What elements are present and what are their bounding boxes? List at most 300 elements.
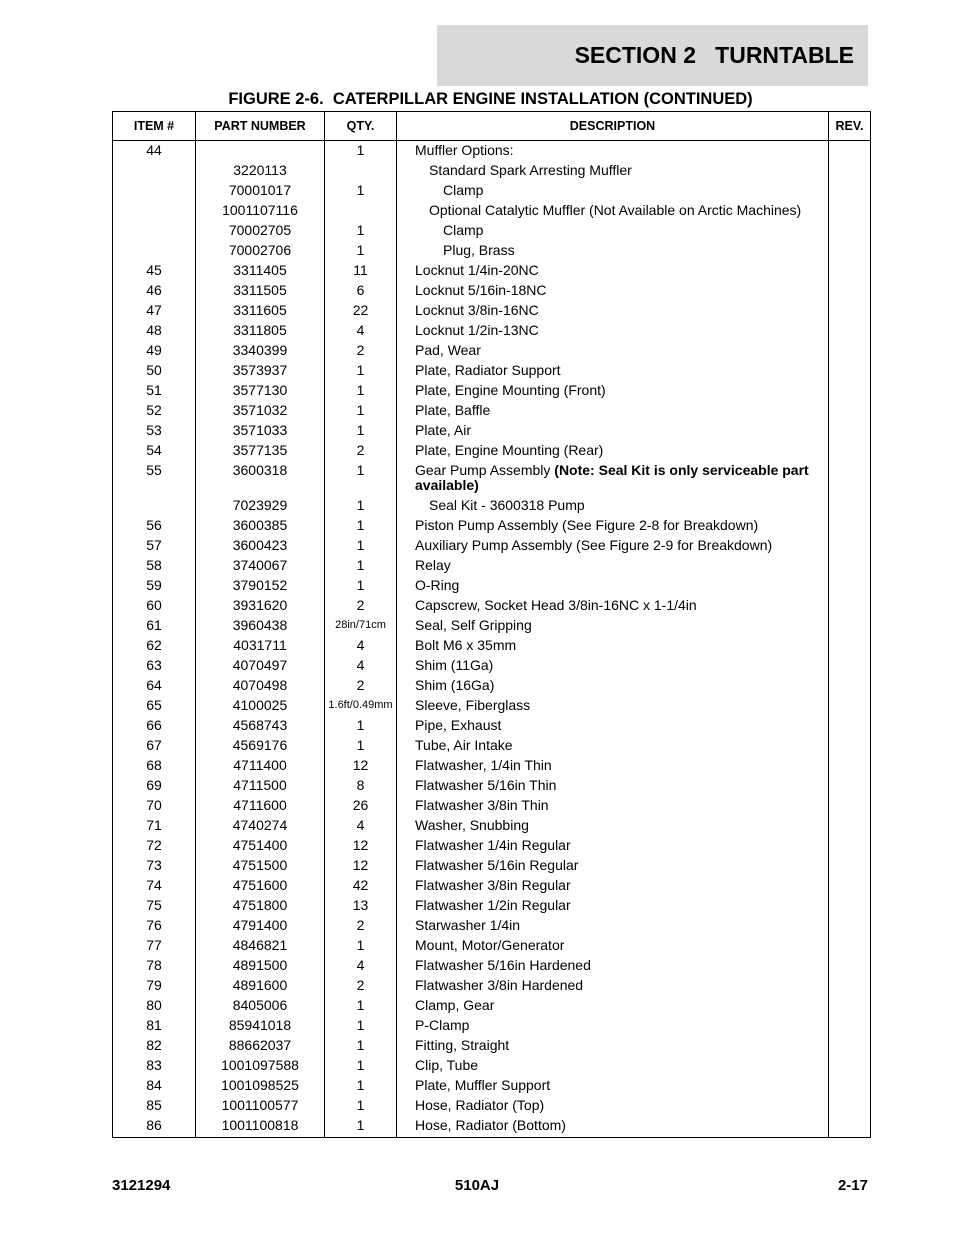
rev-cell bbox=[829, 340, 871, 360]
table-row bbox=[113, 975, 871, 995]
item-number-cell: 60 bbox=[113, 595, 196, 615]
qty-cell: 2 bbox=[325, 595, 397, 615]
qty-cell: 2 bbox=[325, 975, 397, 995]
item-number-cell: 65 bbox=[113, 695, 196, 715]
description-text: Gear Pump Assembly bbox=[415, 462, 555, 478]
qty-cell: 1 bbox=[325, 420, 397, 440]
description-cell bbox=[397, 915, 829, 935]
rev-cell bbox=[829, 180, 871, 200]
part-number-cell: 3931620 bbox=[196, 595, 325, 615]
part-number-cell: 1001097588 bbox=[196, 1055, 325, 1075]
table-row bbox=[113, 895, 871, 915]
part-number-cell: 3311605 bbox=[196, 300, 325, 320]
rev-cell bbox=[829, 635, 871, 655]
figure-title: FIGURE 2-6. CATERPILLAR ENGINE INSTALLATION (CONTINUED) bbox=[228, 90, 753, 108]
item-number-cell: 51 bbox=[113, 380, 196, 400]
item-number-cell: 62 bbox=[113, 635, 196, 655]
table-row bbox=[113, 200, 871, 220]
description-cell bbox=[397, 795, 829, 815]
rev-cell bbox=[829, 1115, 871, 1138]
table-row bbox=[113, 380, 871, 400]
description-cell bbox=[397, 675, 829, 695]
description-cell bbox=[397, 1095, 829, 1115]
description-cell bbox=[397, 595, 829, 615]
item-number-cell bbox=[113, 220, 196, 240]
part-number-cell: 1001100577 bbox=[196, 1095, 325, 1115]
table-row bbox=[113, 280, 871, 300]
table-row bbox=[113, 340, 871, 360]
qty-cell: 1 bbox=[325, 400, 397, 420]
item-number-cell: 74 bbox=[113, 875, 196, 895]
footer-model: 510AJ bbox=[454, 1177, 500, 1194]
item-number-cell bbox=[113, 200, 196, 220]
part-number-cell: 4751400 bbox=[196, 835, 325, 855]
item-number-cell: 67 bbox=[113, 735, 196, 755]
description-cell bbox=[397, 955, 829, 975]
table-row bbox=[113, 1075, 871, 1095]
description-cell bbox=[397, 935, 829, 955]
rev-cell bbox=[829, 460, 871, 495]
part-number-cell: 1001107116 bbox=[196, 200, 325, 220]
item-number-cell: 47 bbox=[113, 300, 196, 320]
qty-cell: 2 bbox=[325, 340, 397, 360]
part-number-cell: 4891500 bbox=[196, 955, 325, 975]
qty-cell: 26 bbox=[325, 795, 397, 815]
table-row bbox=[113, 615, 871, 635]
rev-cell bbox=[829, 1015, 871, 1035]
part-number-cell: 3571032 bbox=[196, 400, 325, 420]
table-row bbox=[113, 440, 871, 460]
description-text: Hose, Radiator (Bottom) bbox=[415, 1117, 566, 1133]
description-cell bbox=[397, 160, 829, 180]
table-row bbox=[113, 300, 871, 320]
table-row bbox=[113, 1015, 871, 1035]
qty-cell: 1 bbox=[325, 1055, 397, 1075]
description-cell bbox=[397, 555, 829, 575]
part-number-cell: 4711600 bbox=[196, 795, 325, 815]
rev-cell bbox=[829, 695, 871, 715]
part-number-cell: 4568743 bbox=[196, 715, 325, 735]
table-row bbox=[113, 1035, 871, 1055]
description-cell bbox=[397, 735, 829, 755]
rev-cell bbox=[829, 440, 871, 460]
rev-cell bbox=[829, 320, 871, 340]
description-text: Washer, Snubbing bbox=[415, 817, 529, 833]
description-cell bbox=[397, 835, 829, 855]
qty-cell: 1 bbox=[325, 575, 397, 595]
part-number-cell: 3960438 bbox=[196, 615, 325, 635]
item-number-cell: 48 bbox=[113, 320, 196, 340]
table-row bbox=[113, 495, 871, 515]
description-text: Hose, Radiator (Top) bbox=[415, 1097, 545, 1113]
description-cell bbox=[397, 535, 829, 555]
part-number-cell: 3577130 bbox=[196, 380, 325, 400]
item-number-cell: 79 bbox=[113, 975, 196, 995]
part-number-cell: 3740067 bbox=[196, 555, 325, 575]
description-cell bbox=[397, 575, 829, 595]
part-number-cell: 4070497 bbox=[196, 655, 325, 675]
part-number-cell: 3220113 bbox=[196, 160, 325, 180]
item-number-cell: 70 bbox=[113, 795, 196, 815]
rev-cell bbox=[829, 1075, 871, 1095]
item-number-cell: 80 bbox=[113, 995, 196, 1015]
description-cell bbox=[397, 240, 829, 260]
rev-cell bbox=[829, 715, 871, 735]
header-item: ITEM # bbox=[113, 112, 196, 141]
table-row bbox=[113, 595, 871, 615]
description-cell bbox=[397, 815, 829, 835]
item-number-cell: 54 bbox=[113, 440, 196, 460]
description-cell bbox=[397, 1115, 829, 1138]
part-number-cell: 3311805 bbox=[196, 320, 325, 340]
description-text: Plate, Air bbox=[415, 422, 472, 438]
qty-cell: 8 bbox=[325, 775, 397, 795]
header-part-number: PART NUMBER bbox=[196, 112, 325, 141]
item-number-cell bbox=[113, 240, 196, 260]
description-text: P-Clamp bbox=[415, 1017, 470, 1033]
table-row bbox=[113, 575, 871, 595]
rev-cell bbox=[829, 495, 871, 515]
item-number-cell: 66 bbox=[113, 715, 196, 735]
qty-cell: 1 bbox=[325, 735, 397, 755]
item-number-cell: 73 bbox=[113, 855, 196, 875]
part-number-cell: 70001017 bbox=[196, 180, 325, 200]
part-number-cell: 4846821 bbox=[196, 935, 325, 955]
part-number-cell: 4891600 bbox=[196, 975, 325, 995]
rev-cell bbox=[829, 875, 871, 895]
description-cell bbox=[397, 775, 829, 795]
qty-cell: 1 bbox=[325, 240, 397, 260]
item-number-cell: 84 bbox=[113, 1075, 196, 1095]
rev-cell bbox=[829, 1095, 871, 1115]
qty-cell: 4 bbox=[325, 955, 397, 975]
description-text: Plate, Radiator Support bbox=[415, 362, 561, 378]
qty-cell: 11 bbox=[325, 260, 397, 280]
table-row bbox=[113, 260, 871, 280]
rev-cell bbox=[829, 575, 871, 595]
table-row bbox=[113, 695, 871, 715]
table-row bbox=[113, 955, 871, 975]
description-text: Seal, Self Gripping bbox=[415, 617, 532, 633]
description-cell bbox=[397, 635, 829, 655]
item-number-cell bbox=[113, 495, 196, 515]
part-number-cell: 7023929 bbox=[196, 495, 325, 515]
table-row bbox=[113, 875, 871, 895]
part-number-cell: 3340399 bbox=[196, 340, 325, 360]
qty-cell: 4 bbox=[325, 815, 397, 835]
description-text: Clamp bbox=[443, 222, 484, 238]
qty-cell bbox=[325, 160, 397, 180]
rev-cell bbox=[829, 915, 871, 935]
item-number-cell: 57 bbox=[113, 535, 196, 555]
part-number-cell: 3311505 bbox=[196, 280, 325, 300]
qty-cell: 12 bbox=[325, 835, 397, 855]
item-number-cell bbox=[113, 180, 196, 200]
parts-table-body bbox=[113, 141, 871, 1138]
qty-cell: 1 bbox=[325, 220, 397, 240]
rev-cell bbox=[829, 515, 871, 535]
description-text: Flatwasher 3/8in Hardened bbox=[415, 977, 584, 993]
footer-page-number: 2-17 bbox=[837, 1177, 868, 1194]
part-number-cell: 4751800 bbox=[196, 895, 325, 915]
rev-cell bbox=[829, 815, 871, 835]
description-text: Flatwasher 5/16in Hardened bbox=[415, 957, 591, 973]
qty-cell: 1 bbox=[325, 515, 397, 535]
rev-cell bbox=[829, 220, 871, 240]
rev-cell bbox=[829, 835, 871, 855]
item-number-cell bbox=[113, 160, 196, 180]
description-text: Shim (16Ga) bbox=[415, 677, 495, 693]
qty-cell: 1 bbox=[325, 1015, 397, 1035]
qty-cell bbox=[325, 200, 397, 220]
description-text: O-Ring bbox=[415, 577, 460, 593]
part-number-cell: 70002706 bbox=[196, 240, 325, 260]
qty-cell: 1 bbox=[325, 495, 397, 515]
item-number-cell: 55 bbox=[113, 460, 196, 495]
rev-cell bbox=[829, 380, 871, 400]
qty-cell: 1.6ft/0.49mm bbox=[325, 695, 397, 715]
item-number-cell: 86 bbox=[113, 1115, 196, 1138]
item-number-cell: 52 bbox=[113, 400, 196, 420]
footer-doc-number: 3121294 bbox=[112, 1177, 171, 1194]
part-number-cell: 1001098525 bbox=[196, 1075, 325, 1095]
description-text: Flatwasher, 1/4in Thin bbox=[415, 757, 552, 773]
rev-cell bbox=[829, 935, 871, 955]
description-cell bbox=[397, 755, 829, 775]
part-number-cell: 3790152 bbox=[196, 575, 325, 595]
qty-cell: 2 bbox=[325, 675, 397, 695]
description-text: Locknut 1/2in-13NC bbox=[415, 322, 539, 338]
description-cell bbox=[397, 1075, 829, 1095]
rev-cell bbox=[829, 1055, 871, 1075]
rev-cell bbox=[829, 200, 871, 220]
item-number-cell: 85 bbox=[113, 1095, 196, 1115]
part-number-cell: 4031711 bbox=[196, 635, 325, 655]
section-header bbox=[437, 25, 868, 86]
part-number-cell: 4751500 bbox=[196, 855, 325, 875]
description-cell bbox=[397, 855, 829, 875]
table-header-row bbox=[113, 112, 871, 141]
qty-cell: 6 bbox=[325, 280, 397, 300]
part-number-cell: 4070498 bbox=[196, 675, 325, 695]
part-number-cell: 4740274 bbox=[196, 815, 325, 835]
qty-cell: 2 bbox=[325, 915, 397, 935]
qty-cell: 1 bbox=[325, 1095, 397, 1115]
part-number-cell: 85941018 bbox=[196, 1015, 325, 1035]
description-cell bbox=[397, 975, 829, 995]
table-row bbox=[113, 995, 871, 1015]
description-text: Plate, Engine Mounting (Rear) bbox=[415, 442, 604, 458]
part-number-cell: 4751600 bbox=[196, 875, 325, 895]
part-number-cell: 70002705 bbox=[196, 220, 325, 240]
qty-cell: 42 bbox=[325, 875, 397, 895]
description-text: Standard Spark Arresting Muffler bbox=[429, 162, 632, 178]
description-cell bbox=[397, 280, 829, 300]
description-text: Clamp bbox=[443, 182, 484, 198]
description-text: Locknut 5/16in-18NC bbox=[415, 282, 547, 298]
qty-cell: 22 bbox=[325, 300, 397, 320]
table-row bbox=[113, 180, 871, 200]
rev-cell bbox=[829, 595, 871, 615]
rev-cell bbox=[829, 555, 871, 575]
table-row bbox=[113, 555, 871, 575]
description-text: Pad, Wear bbox=[415, 342, 481, 358]
description-text: Flatwasher 1/2in Regular bbox=[415, 897, 571, 913]
description-cell bbox=[397, 340, 829, 360]
qty-cell: 1 bbox=[325, 141, 397, 161]
description-cell bbox=[397, 1035, 829, 1055]
qty-cell: 13 bbox=[325, 895, 397, 915]
rev-cell bbox=[829, 360, 871, 380]
table-row bbox=[113, 360, 871, 380]
part-number-cell bbox=[196, 141, 325, 161]
qty-cell: 1 bbox=[325, 535, 397, 555]
description-text: Clip, Tube bbox=[415, 1057, 479, 1073]
description-text: Shim (11Ga) bbox=[415, 657, 494, 673]
item-number-cell: 61 bbox=[113, 615, 196, 635]
qty-cell: 2 bbox=[325, 440, 397, 460]
description-cell bbox=[397, 715, 829, 735]
part-number-cell: 3600318 bbox=[196, 460, 325, 495]
item-number-cell: 53 bbox=[113, 420, 196, 440]
description-cell bbox=[397, 360, 829, 380]
part-number-cell: 88662037 bbox=[196, 1035, 325, 1055]
table-row bbox=[113, 715, 871, 735]
table-row bbox=[113, 535, 871, 555]
item-number-cell: 76 bbox=[113, 915, 196, 935]
item-number-cell: 78 bbox=[113, 955, 196, 975]
rev-cell bbox=[829, 895, 871, 915]
description-text: Capscrew, Socket Head 3/8in-16NC x 1-1/4in bbox=[415, 597, 697, 613]
rev-cell bbox=[829, 160, 871, 180]
rev-cell bbox=[829, 955, 871, 975]
part-number-cell: 3600423 bbox=[196, 535, 325, 555]
rev-cell bbox=[829, 615, 871, 635]
qty-cell: 12 bbox=[325, 755, 397, 775]
table-row bbox=[113, 141, 871, 161]
qty-cell: 1 bbox=[325, 1115, 397, 1138]
table-row bbox=[113, 855, 871, 875]
rev-cell bbox=[829, 995, 871, 1015]
table-row bbox=[113, 675, 871, 695]
rev-cell bbox=[829, 400, 871, 420]
item-number-cell: 59 bbox=[113, 575, 196, 595]
description-text: Bolt M6 x 35mm bbox=[415, 637, 517, 653]
item-number-cell: 69 bbox=[113, 775, 196, 795]
qty-cell: 1 bbox=[325, 1075, 397, 1095]
qty-cell: 4 bbox=[325, 320, 397, 340]
part-number-cell: 1001100818 bbox=[196, 1115, 325, 1138]
description-cell bbox=[397, 875, 829, 895]
table-row bbox=[113, 220, 871, 240]
table-row bbox=[113, 795, 871, 815]
description-text: Locknut 1/4in-20NC bbox=[415, 262, 539, 278]
item-number-cell: 44 bbox=[113, 141, 196, 161]
part-number-cell: 3600385 bbox=[196, 515, 325, 535]
description-text: Plug, Brass bbox=[443, 242, 515, 258]
item-number-cell: 83 bbox=[113, 1055, 196, 1075]
rev-cell bbox=[829, 240, 871, 260]
qty-cell: 4 bbox=[325, 655, 397, 675]
description-text: Tube, Air Intake bbox=[415, 737, 513, 753]
item-number-cell: 81 bbox=[113, 1015, 196, 1035]
rev-cell bbox=[829, 300, 871, 320]
part-number-cell: 3571033 bbox=[196, 420, 325, 440]
table-row bbox=[113, 460, 871, 495]
header-qty: QTY. bbox=[325, 112, 397, 141]
description-cell bbox=[397, 440, 829, 460]
description-cell bbox=[397, 380, 829, 400]
description-cell bbox=[397, 615, 829, 635]
qty-cell: 1 bbox=[325, 715, 397, 735]
table-row bbox=[113, 815, 871, 835]
description-text: Flatwasher 5/16in Regular bbox=[415, 857, 579, 873]
part-number-cell: 4100025 bbox=[196, 695, 325, 715]
description-text: Flatwasher 5/16in Thin bbox=[415, 777, 557, 793]
rev-cell bbox=[829, 260, 871, 280]
header-rev: REV. bbox=[829, 112, 871, 141]
description-cell bbox=[397, 695, 829, 715]
table-row bbox=[113, 1115, 871, 1138]
item-number-cell: 58 bbox=[113, 555, 196, 575]
description-text: Optional Catalytic Muffler (Not Available on Arctic Machines) bbox=[429, 202, 802, 218]
part-number-cell: 4791400 bbox=[196, 915, 325, 935]
item-number-cell: 49 bbox=[113, 340, 196, 360]
description-cell bbox=[397, 1015, 829, 1035]
description-cell bbox=[397, 495, 829, 515]
item-number-cell: 82 bbox=[113, 1035, 196, 1055]
description-text: Clamp, Gear bbox=[415, 997, 495, 1013]
rev-cell bbox=[829, 755, 871, 775]
description-cell bbox=[397, 220, 829, 240]
table-row bbox=[113, 515, 871, 535]
description-text: Plate, Muffler Support bbox=[415, 1077, 551, 1093]
item-number-cell: 50 bbox=[113, 360, 196, 380]
rev-cell bbox=[829, 535, 871, 555]
qty-cell: 1 bbox=[325, 360, 397, 380]
item-number-cell: 72 bbox=[113, 835, 196, 855]
table-row bbox=[113, 655, 871, 675]
rev-cell bbox=[829, 735, 871, 755]
description-cell bbox=[397, 300, 829, 320]
description-cell bbox=[397, 995, 829, 1015]
description-text: Piston Pump Assembly (See Figure 2-8 for Breakdown) bbox=[415, 517, 759, 533]
description-text: Muffler Options: bbox=[415, 142, 514, 158]
rev-cell bbox=[829, 675, 871, 695]
description-text: Fitting, Straight bbox=[415, 1037, 510, 1053]
description-text: Plate, Baffle bbox=[415, 402, 491, 418]
qty-cell: 1 bbox=[325, 460, 397, 495]
rev-cell bbox=[829, 655, 871, 675]
qty-cell: 12 bbox=[325, 855, 397, 875]
table-row bbox=[113, 1095, 871, 1115]
item-number-cell: 46 bbox=[113, 280, 196, 300]
description-cell bbox=[397, 895, 829, 915]
description-text: Seal Kit - 3600318 Pump bbox=[429, 497, 585, 513]
qty-cell: 1 bbox=[325, 1035, 397, 1055]
table-row bbox=[113, 160, 871, 180]
description-cell bbox=[397, 515, 829, 535]
rev-cell bbox=[829, 975, 871, 995]
item-number-cell: 56 bbox=[113, 515, 196, 535]
rev-cell bbox=[829, 141, 871, 161]
qty-cell: 1 bbox=[325, 935, 397, 955]
table-row bbox=[113, 835, 871, 855]
description-cell bbox=[397, 655, 829, 675]
description-text: Locknut 3/8in-16NC bbox=[415, 302, 539, 318]
rev-cell bbox=[829, 795, 871, 815]
table-row bbox=[113, 240, 871, 260]
